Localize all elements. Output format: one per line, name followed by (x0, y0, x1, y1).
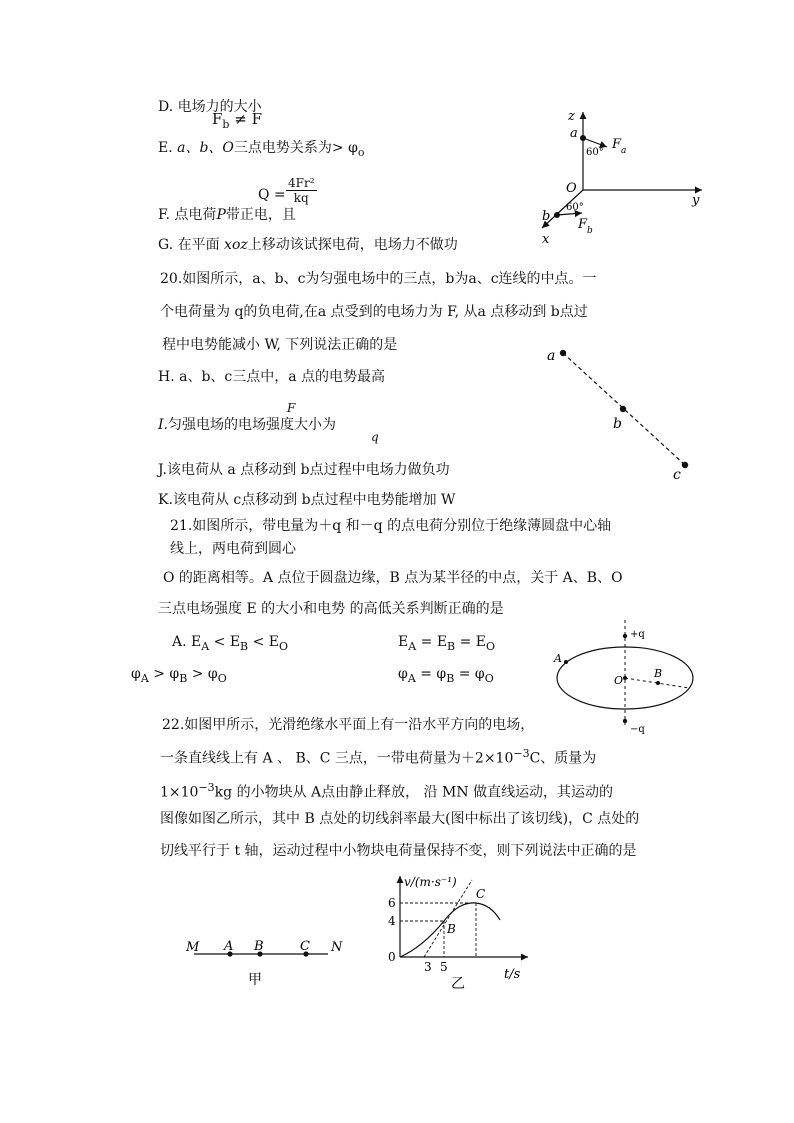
axis-x-label: x (542, 232, 550, 247)
opt-a-e: A. E (172, 634, 202, 650)
sub-a: A (140, 671, 149, 685)
label-b: B (654, 667, 663, 680)
line2-b: 线上有 A 、 B、C 三点，一带电荷量为＋2×10 (216, 750, 514, 767)
angle-b-label: 60° (566, 202, 584, 213)
point-c (682, 462, 688, 468)
opt-b-rest: = E (420, 634, 448, 650)
opt-d-phi: φ (398, 666, 408, 682)
fraction-numerator: 4Fr² (288, 176, 315, 190)
tick-4: 4 (388, 914, 396, 928)
o-dot (623, 676, 627, 680)
label-a: A (224, 939, 234, 954)
line2-a: 一条直线 (160, 750, 216, 767)
opt-b-rest2: = E (459, 634, 486, 650)
force-b-arrow (557, 213, 582, 215)
tangent-b (424, 880, 472, 957)
label-a: a (547, 348, 556, 364)
sub-o: O (279, 639, 289, 653)
q20-option-h: H. a、b、c三点中，a 点的电势最高 (158, 369, 386, 385)
sub-a: A (407, 671, 416, 685)
label-m: M (186, 940, 200, 955)
q22-stem-line5: 切线平行于 t 轴，运动过程中小物块电荷量保持不变，则下列说法中正确的是 (160, 843, 637, 859)
label-plus-q: +q (630, 629, 645, 640)
sub-b: B (447, 639, 456, 653)
opt-a-rest2: < E (252, 634, 279, 650)
b-dot (656, 681, 660, 685)
q21-stem-line3: O 的距离相等。A 点位于圆盘边缘，B 点为某半径的中点，关于 A、B、O (163, 570, 623, 586)
formula-f: F (212, 110, 223, 128)
x-axis-label: t/s (504, 967, 521, 982)
q22-stem-line3 (160, 779, 613, 802)
q20-option-k: K.该电荷从 c点移动到 b点过程中电势能增加 W (158, 492, 456, 508)
q22-stem-line4: 图像如图乙所示，其中 B 点处的切线斜率最大(图中标出了该切线)，C 点处的 (160, 811, 640, 827)
label-c: C (300, 939, 310, 954)
q20-option-i-den: q (371, 430, 379, 444)
q22-figure-yi (380, 868, 550, 993)
option-g-prefix: G. 在平面 (158, 237, 220, 253)
opt-d-rest2: = φ (458, 666, 485, 682)
opt-c-rest2: > φ (191, 666, 218, 682)
fraction-denominator: kq (293, 191, 309, 205)
line2-c: C、质量为 (529, 750, 597, 767)
tick-6: 6 (388, 896, 396, 910)
force-a-sub: a (621, 146, 627, 156)
q20-stem-line1: 20.如图所示，a、b、c为匀强电场中的三点，b为a、c连线的中点。一 (160, 271, 597, 287)
tick-3: 3 (424, 960, 432, 974)
q21-option-d (398, 665, 494, 688)
option-i-text: 匀强电场的电场强度大小为 (167, 417, 336, 433)
caption-jia: 甲 (248, 972, 262, 988)
tick-5: 5 (440, 960, 448, 974)
force-b-sub: b (587, 226, 593, 236)
line3-a: 1×10 (160, 784, 199, 801)
q19-option-d-text: D. 电场力的大小 (158, 99, 262, 115)
label-c: c (673, 467, 681, 483)
point-a-label: a (570, 126, 578, 141)
point-a (560, 350, 566, 356)
force-b-label: F (578, 217, 588, 232)
line2-exp: −3 (513, 747, 530, 760)
option-e-vars: a、b、O (177, 140, 234, 156)
option-f-text: 带正电，且 (225, 207, 296, 223)
q20-points-figure (540, 340, 700, 490)
opt-d-rest: = φ (420, 666, 447, 682)
origin-label: O (566, 181, 577, 196)
option-e-rel: > φ (331, 140, 358, 156)
q19-option-f-fraction (286, 176, 317, 205)
tick-0: 0 (388, 950, 396, 964)
opt-a-rest: < E (213, 634, 241, 650)
sub-o: O (484, 671, 494, 685)
plus-q-dot (623, 634, 627, 638)
sub-a: A (201, 639, 210, 653)
option-f-var: P (216, 207, 226, 223)
sub-o: O (217, 671, 227, 685)
label-o: O (614, 674, 624, 687)
option-e-text: 三点电势关系为 (233, 140, 332, 156)
sub-b: B (179, 671, 188, 685)
q22-figure-jia (180, 930, 350, 990)
q21-stem-line2: 线上，两电荷到圆心 (170, 541, 296, 557)
label-b: B (254, 939, 264, 954)
label-a: A (554, 652, 562, 665)
label-n: N (331, 940, 343, 955)
q19-option-f-lhs: Q = (258, 187, 286, 203)
opt-b-e: E (398, 634, 409, 650)
label-c: C (476, 887, 486, 901)
opt-c-rest: > φ (153, 666, 180, 682)
q21-option-c (131, 665, 227, 688)
q21-option-a (172, 633, 288, 656)
q20-stem-line2: 个电荷量为 q的负电荷,在a 点受到的电场力为 F, 从a 点移动到 b点过 (160, 304, 588, 320)
y-axis-label: v/(m·s⁻¹) (404, 875, 457, 889)
caption-yi: 乙 (451, 976, 465, 992)
option-i-prefix: I. (158, 417, 168, 433)
q21-option-b (398, 633, 495, 656)
sub-o: O (486, 639, 496, 653)
option-g-text: 上移动该试探电荷，电场力不做功 (247, 237, 458, 253)
option-e-prefix: E. (158, 140, 173, 156)
q22-stem-line2 (160, 745, 596, 768)
opt-c-phi: φ (131, 666, 141, 682)
point-b (620, 406, 626, 412)
q19-option-d-formula (212, 110, 262, 134)
q19-option-g (158, 236, 458, 254)
axis-z-label: z (568, 109, 575, 124)
force-a-label: F (612, 137, 622, 152)
q20-option-i-num: F (287, 401, 296, 415)
label-minus-q: −q (630, 724, 645, 735)
q21-disk-figure (548, 618, 708, 738)
q21-stem-line1: 21.如图所示，带电量为＋q 和－q 的点电荷分别位于绝缘薄圆盘中心轴 (170, 518, 612, 534)
q19-option-e (158, 139, 365, 162)
q19-option-f (158, 206, 296, 224)
q20-option-i (158, 416, 336, 434)
q19-axes-figure (530, 100, 710, 250)
point-b-label: b (542, 209, 551, 224)
option-f-prefix: F. 点电荷 (158, 207, 217, 223)
force-a-arrow (583, 138, 607, 147)
a-dot (564, 660, 568, 664)
q21-stem-line4: 三点电场强度 E 的大小和电势 的高低关系判断正确的是 (158, 601, 504, 617)
sub-b: B (446, 671, 455, 685)
q20-option-j: J.该电荷从 a 点移动到 b点过程中电场力做负功 (158, 462, 450, 478)
sub-b: B (240, 639, 249, 653)
line3-exp: −3 (198, 781, 215, 794)
minus-q-dot (623, 719, 627, 723)
option-g-var: xoz (224, 237, 248, 253)
option-e-sub: o (357, 145, 365, 159)
label-b: b (613, 416, 622, 432)
q20-stem-line3: 程中电势能减小 W, 下列说法正确的是 (162, 337, 398, 353)
axis-y-label: y (692, 193, 700, 208)
line3-b: kg 的小物块从 A点由静止释放， 沿 MN 做直线运动，其运动的 (214, 784, 614, 801)
formula-sub-b: b (222, 118, 230, 131)
sub-a: A (408, 639, 417, 653)
formula-rel: ≠ F (234, 110, 262, 128)
angle-a-label: 60° (586, 147, 604, 158)
q22-stem-line1: 22.如图甲所示，光滑绝缘水平面上有一沿水平方向的电场， (162, 717, 535, 733)
label-b: B (447, 922, 456, 936)
